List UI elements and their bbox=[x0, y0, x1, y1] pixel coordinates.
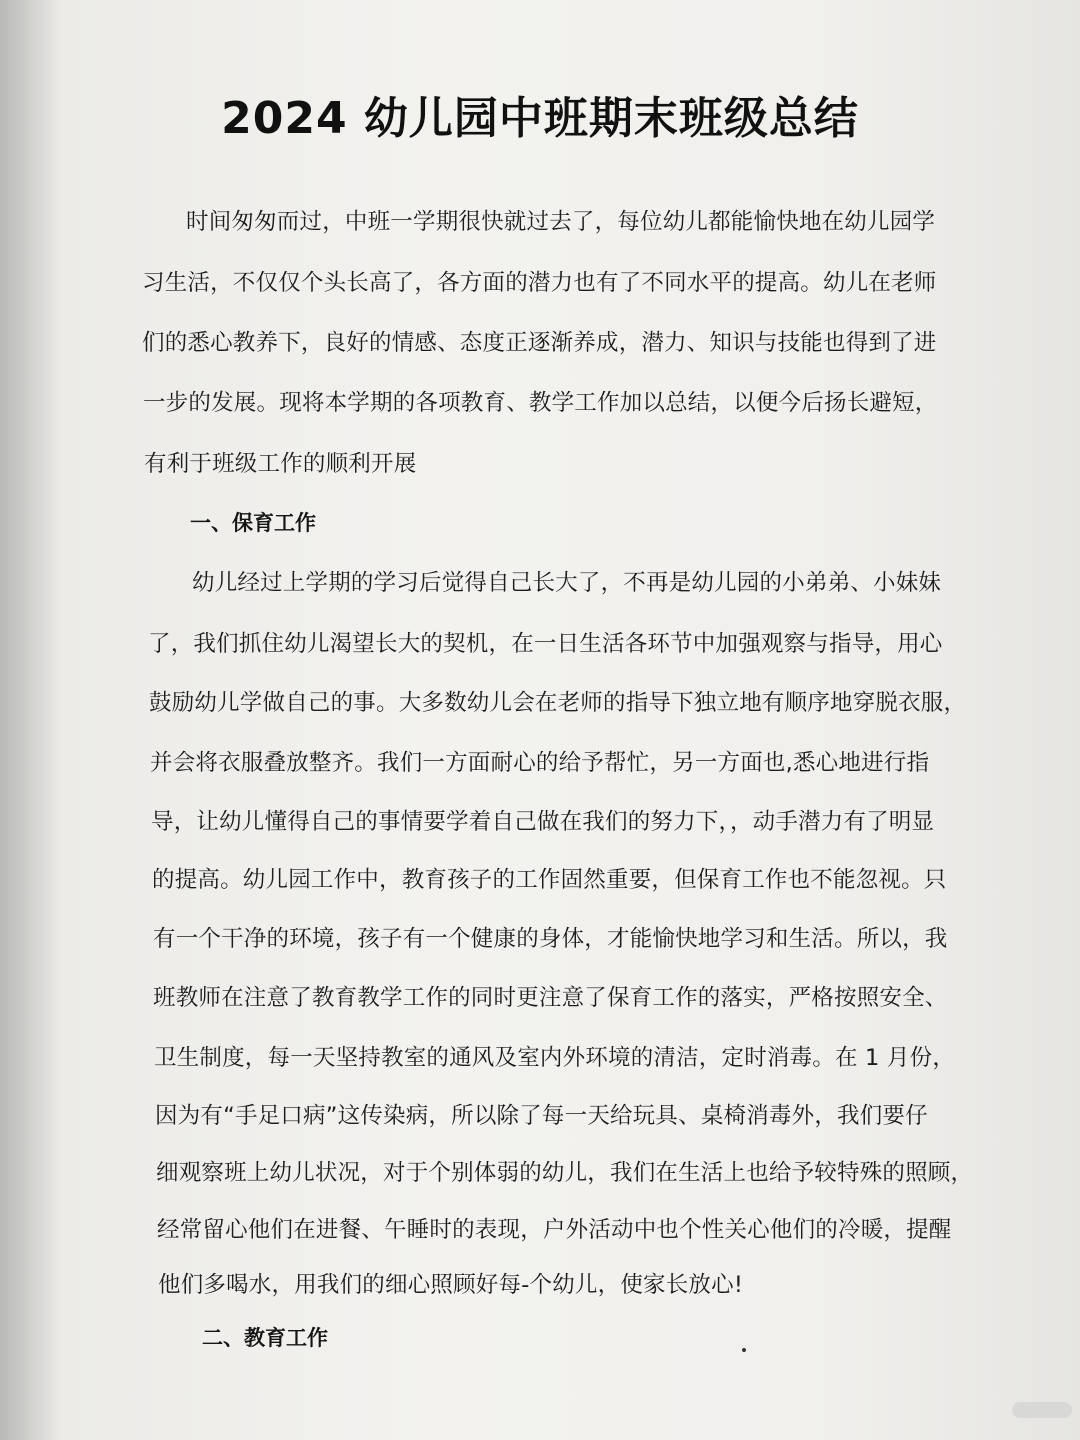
body-line: 了，我们抓住幼儿渴望长大的契机，在一日生活各环节中加强观察与指导，用心 bbox=[148, 631, 943, 657]
body-line: 鼓励幼儿学做自己的事。大多数幼儿会在老师的指导下独立地有顺序地穿脱衣服， bbox=[149, 690, 967, 716]
intro-line: 有利于班级工作的顺利开展 bbox=[144, 451, 417, 477]
body-line: 的提高。幼儿园工作中，教育孩子的工作固然重要，但保育工作也不能忽视。只 bbox=[152, 867, 947, 893]
body-line: 导，让幼儿懂得自己的事情要学着自己做在我们的努力下，，动手潜力有了明显 bbox=[151, 809, 935, 835]
intro-line: 一步的发展。现将本学期的各项教育、教学工作加以总结，以便今后扬长避短， bbox=[143, 390, 938, 416]
body-line: 经常留心他们在进餐、午睡时的表现，户外活动中也个性关心他们的冷暖，提醒 bbox=[157, 1217, 952, 1243]
body-line: 卫生制度，每一天坚持教室的通风及室内外环境的清洁，定时消毒。在 1 月份， bbox=[154, 1045, 956, 1071]
body-line: 他们多喝水，用我们的细心照顾好每-个幼儿，使家长放心! bbox=[158, 1272, 744, 1298]
intro-line: 时间匆匆而过，中班一学期很快就过去了，每位幼儿都能愉快地在幼儿园学 bbox=[186, 209, 936, 235]
section-heading-2: 二、教育工作 bbox=[202, 1326, 328, 1350]
watermark-badge bbox=[1012, 1402, 1072, 1418]
section-heading-1: 一、保育工作 bbox=[190, 511, 316, 535]
body-line: 幼儿经过上学期的学习后觉得自己长大了，不再是幼儿园的小弟弟、小妹妹 bbox=[192, 570, 942, 596]
ink-dot bbox=[742, 1348, 746, 1352]
page-shadow bbox=[0, 0, 60, 1440]
intro-line: 们的悉心教养下，良好的情感、态度正逐渐养成，潜力、知识与技能也得到了进 bbox=[142, 330, 937, 356]
intro-line: 习生活，不仅仅个头长高了，各方面的潜力也有了不同水平的提高。幼儿在老师 bbox=[142, 270, 937, 296]
body-line: 班教师在注意了教育教学工作的同时更注意了保育工作的落实，严格按照安全、 bbox=[153, 985, 948, 1011]
body-line: 并会将衣服叠放整齐。我们一方面耐心的给予帮忙，另一方面也,悉心地进行指 bbox=[150, 750, 930, 776]
body-line: 因为有“手足口病”这传染病，所以除了每一天给玩具、桌椅消毒外，我们要仔 bbox=[155, 1103, 928, 1129]
page-title: 2024 幼儿园中班期末班级总结 bbox=[221, 93, 859, 144]
body-line: 细观察班上幼儿状况，对于个别体弱的幼儿，我们在生活上也给予较特殊的照顾， bbox=[156, 1160, 974, 1186]
body-line: 有一个干净的环境，孩子有一个健康的身体，才能愉快地学习和生活。所以，我 bbox=[153, 926, 948, 952]
